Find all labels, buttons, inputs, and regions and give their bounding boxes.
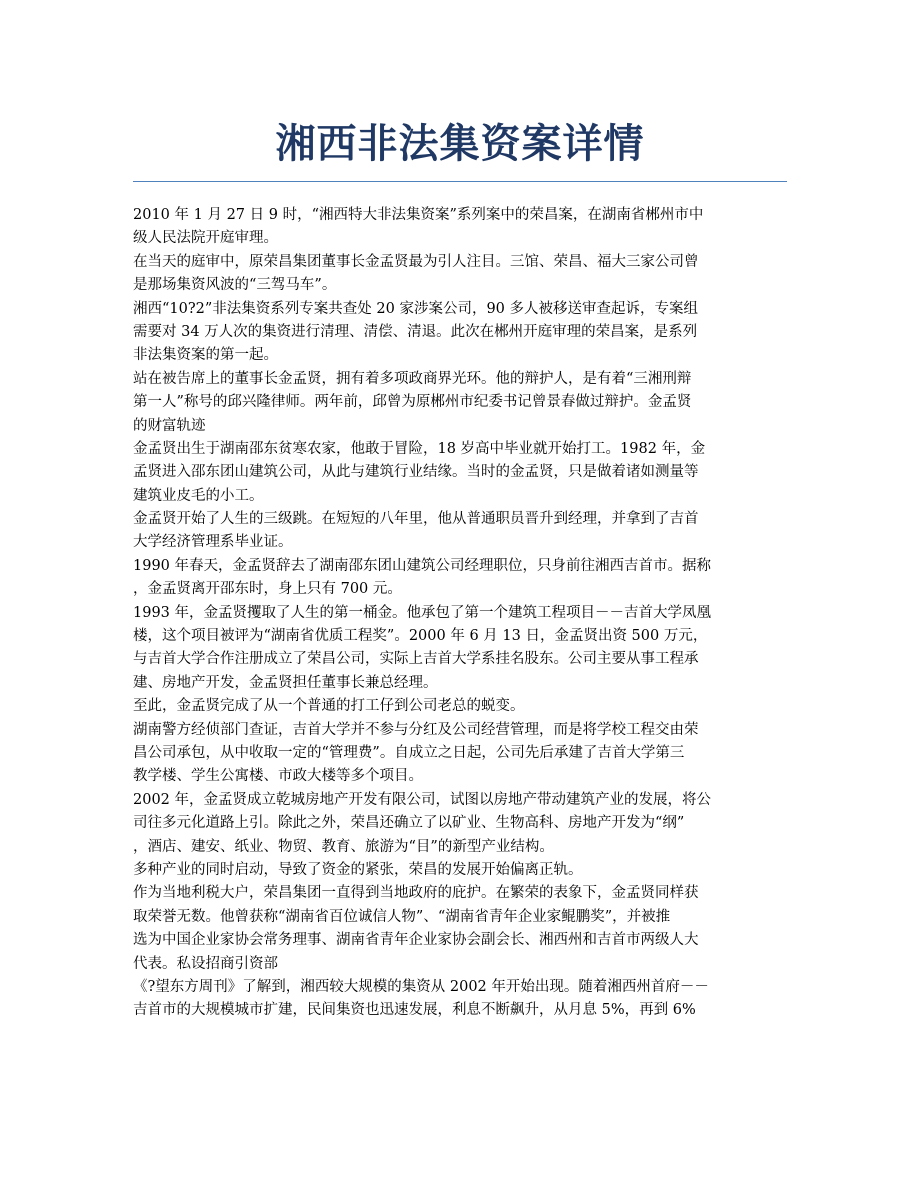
body-line: 吉首市的大规模城市扩建，民间集资也迅速发展，利息不断飙升，从月息 5%，再到 6% [133, 1002, 696, 1019]
body-line: 取荣誉无数。他曾获称“湖南省百位诚信人物”、“湖南省青年企业家鲲鹏奖”，并被推 [133, 908, 671, 925]
body-line: 与吉首大学合作注册成立了荣昌公司，实际上吉首大学系挂名股东。公司主要从事工程承 [133, 651, 699, 668]
body-line: 级人民法院开庭审理。 [133, 230, 278, 247]
title-divider [133, 181, 787, 182]
body-line: 的财富轨迹 [133, 417, 206, 434]
body-line: 1990 年春天，金孟贤辞去了湖南邵东团山建筑公司经理职位，只身前往湘西吉首市。据称 [133, 557, 712, 574]
body-line: ，酒店、建安、纸业、物贸、教育、旅游为“目”的新型产业结构。 [133, 838, 554, 855]
document-title: 湘西非法集资案详情 [275, 121, 645, 167]
body-line: 作为当地利税大户，荣昌集团一直得到当地政府的庇护。在繁荣的表象下，金孟贤同样获 [133, 885, 699, 902]
body-line: 是那场集资风波的“三驾马车”。 [133, 277, 337, 294]
body-line: 大学经济管理系毕业证。 [133, 534, 293, 551]
body-line: 在当天的庭审中，原荣昌集团董事长金孟贤最为引人注目。三馆、荣昌、福大三家公司曾 [133, 253, 699, 270]
body-line: 湘西“10?2”非法集资系列专案共查处 20 家涉案公司，90 多人被移送审查起诉，专案组 [133, 300, 699, 317]
body-line: 《?望东方周刊》了解到，湘西较大规模的集资从 2002 年开始出现。随着湘西州首府－－ [133, 978, 709, 995]
body-line: 2002 年，金孟贤成立乾城房地产开发有限公司，试图以房地产带动建筑产业的发展，将公 [133, 791, 712, 808]
body-line: 教学楼、学生公寓楼、市政大楼等多个项目。 [133, 768, 423, 785]
body-line: 需要对 34 万人次的集资进行清理、清偿、清退。此次在郴州开庭审理的荣昌案，是系列 [133, 323, 698, 340]
body-line: 湖南警方经侦部门查证，吉首大学并不参与分红及公司经营管理，而是将学校工程交由荣 [133, 721, 699, 738]
body-line: 选为中国企业家协会常务理事、湖南省青年企业家协会副会长、湘西州和吉首市两级人大 [133, 932, 699, 949]
document-body [133, 204, 787, 1023]
body-line: 司往多元化道路上引。除此之外，荣昌还确立了以矿业、生物高科、房地产开发为“纲” [133, 815, 685, 832]
body-line: 多种产业的同时启动，导致了资金的紧张，荣昌的发展开始偏离正轨。 [133, 861, 583, 878]
body-line: 建筑业皮毛的小工。 [133, 487, 264, 504]
body-line: 第一人”称号的邱兴隆律师。两年前，邱曾为原郴州市纪委书记曾景春做过辩护。金孟贤 [133, 394, 692, 411]
body-line: 非法集资案的第一起。 [133, 347, 278, 364]
body-line: 至此，金孟贤完成了从一个普通的打工仔到公司老总的蜕变。 [133, 698, 525, 715]
body-line: 金孟贤出生于湖南邵东贫寒农家，他敢于冒险，18 岁高中毕业就开始打工。1982 年，金 [133, 440, 706, 457]
body-line: 楼，这个项目被评为“湖南省优质工程奖”。2000 年 6 月 13 日，金孟贤出资 500 万元， [133, 628, 708, 645]
body-line: 1993 年，金孟贤攫取了人生的第一桶金。他承包了第一个建筑工程项目－－吉首大学凤凰 [133, 604, 712, 621]
body-line: 代表。私设招商引资部 [133, 955, 278, 972]
body-line: 2010 年 1 月 27 日 9 时，“湘西特大非法集资案”系列案中的荣昌案，在湖南省郴州市中 [133, 207, 704, 223]
body-line: 孟贤进入邵东团山建筑公司，从此与建筑行业结缘。当时的金孟贤，只是做着诸如测量等 [133, 464, 699, 481]
body-line: 建、房地产开发，金孟贤担任董事长兼总经理。 [133, 674, 438, 691]
body-line: ，金孟贤离开邵东时，身上只有 700 元。 [133, 581, 402, 598]
body-line: 金孟贤开始了人生的三级跳。在短短的八年里，他从普通职员晋升到经理，并拿到了吉首 [133, 511, 699, 528]
body-line: 昌公司承包，从中收取一定的“管理费”。自成立之日起，公司先后承建了吉首大学第三 [133, 744, 685, 761]
body-line: 站在被告席上的董事长金孟贤，拥有着多项政商界光环。他的辩护人，是有着“三湘刑辩 [133, 370, 692, 387]
